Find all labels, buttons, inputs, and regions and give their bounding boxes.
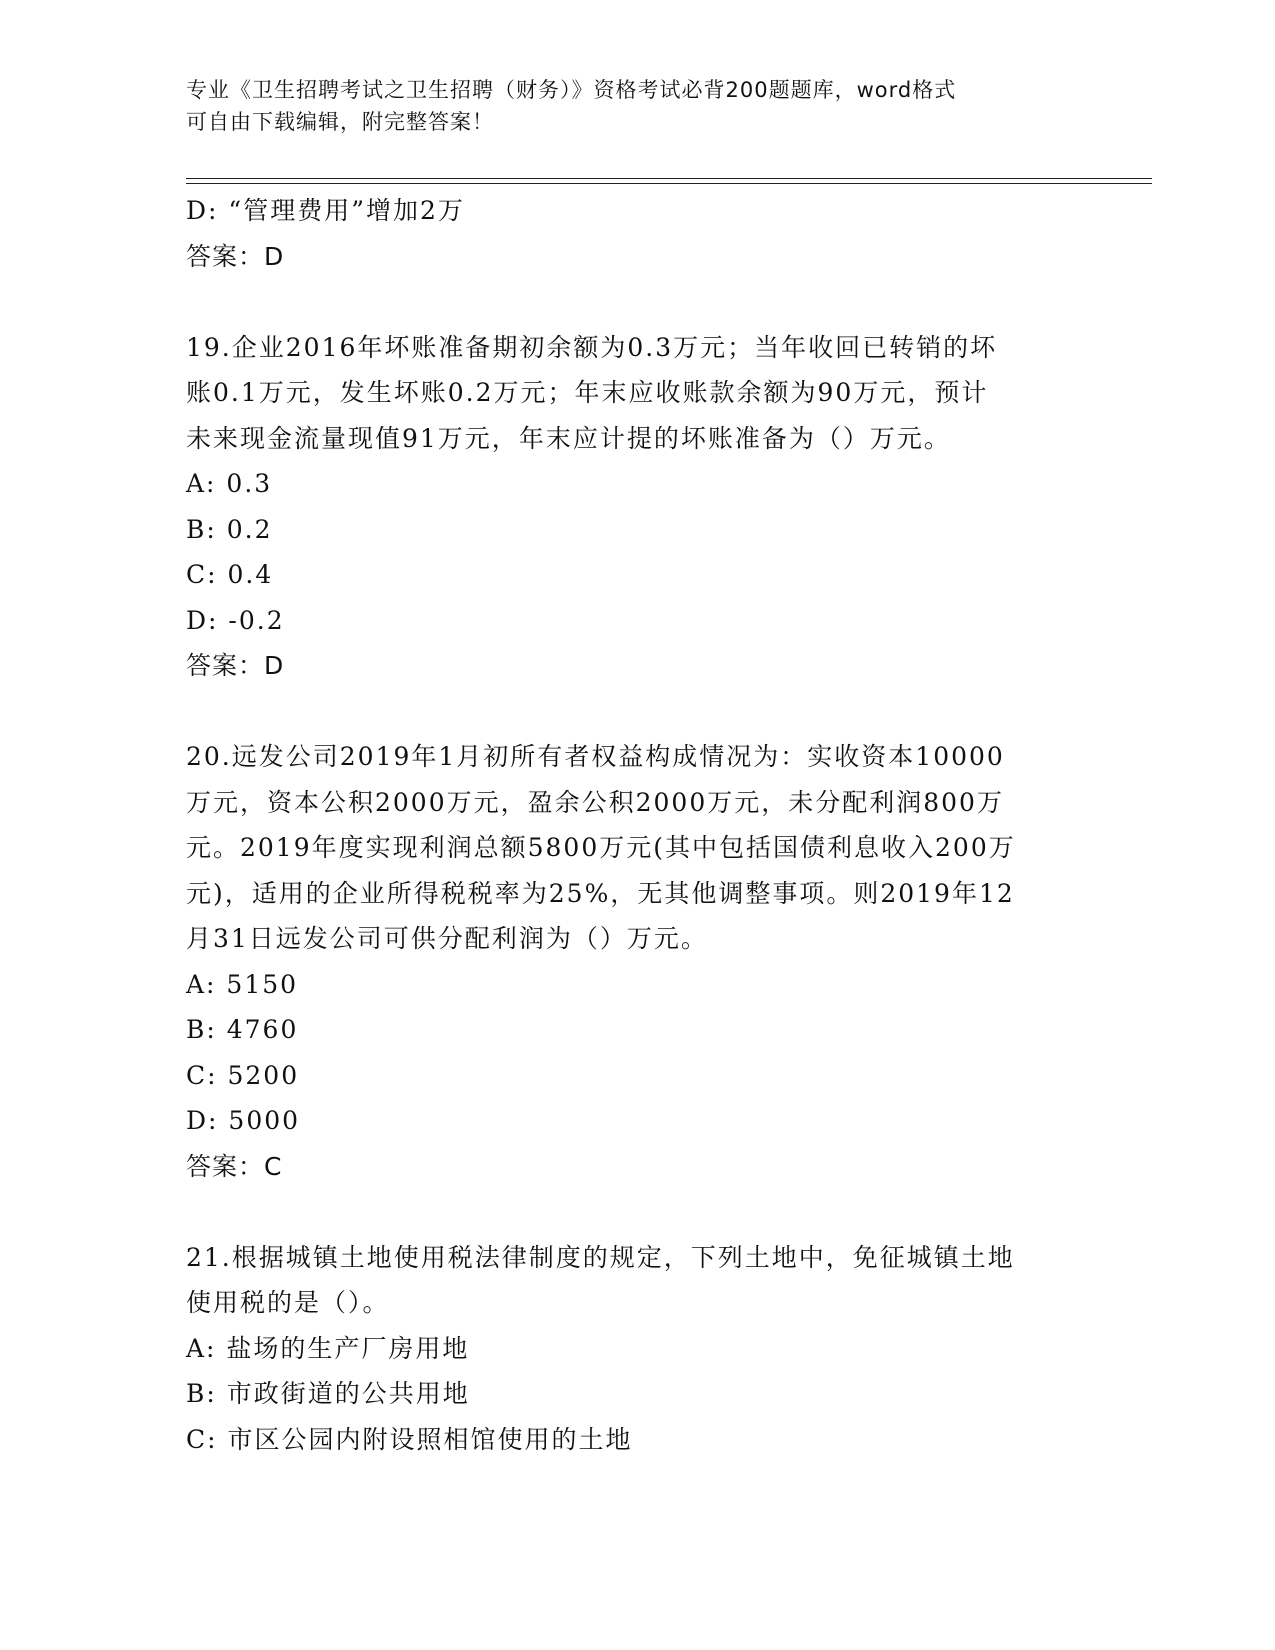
option-d: D: “管理费用”增加2万 [186, 196, 465, 225]
stem-line: 元)，适用的企业所得税税率为25%，无其他调整事项。则2019年12 [186, 878, 1015, 908]
stem-line: 使用税的是（）。 [186, 1288, 390, 1317]
document-body [186, 188, 1066, 1462]
option-b: B: 4760 [186, 1015, 299, 1044]
stem-line: 元。2019年度实现利润总额5800万元(其中包括国债利息收入200万 [186, 833, 1016, 862]
question-stem [186, 1235, 1066, 1326]
option-c: C: 市区公园内附设照相馆使用的土地 [186, 1424, 633, 1454]
option-b: B: 0.2 [186, 514, 273, 544]
option-a: A: 0.3 [186, 469, 273, 498]
stem-line: 19.企业2016年坏账准备期初余额为0.3万元；当年收回已转销的坏 [186, 332, 998, 362]
option-d: D: -0.2 [186, 605, 285, 635]
stem-line: 20.远发公司2019年1月初所有者权益构成情况为：实收资本10000 [186, 742, 1005, 771]
previous-question-tail [186, 188, 1066, 279]
header-line-2: 可自由下载编辑，附完整答案！ [186, 110, 494, 134]
answer: 答案：C [186, 1151, 283, 1181]
stem-line: 万元，资本公积2000万元，盈余公积2000万元，未分配利润800万 [186, 787, 1004, 817]
question-20 [186, 734, 1066, 1189]
question-stem [186, 325, 1066, 462]
stem-line: 未来现金流量现值91万元，年末应计提的坏账准备为（）万元。 [186, 423, 951, 453]
option-d: D: 5000 [186, 1106, 301, 1135]
stem-line: 21.根据城镇土地使用税法律制度的规定，下列土地中，免征城镇土地 [186, 1242, 1015, 1272]
question-21 [186, 1235, 1066, 1463]
answer: 答案：D [186, 241, 285, 271]
header-line-1: 专业《卫生招聘考试之卫生招聘（财务）》资格考试必背200题题库，word格式 [186, 78, 957, 102]
stem-line: 月31日远发公司可供分配利润为（）万元。 [186, 924, 708, 953]
document-header [186, 74, 1066, 138]
question-stem [186, 734, 1066, 962]
question-19 [186, 325, 1066, 689]
option-a: A: 5150 [186, 969, 299, 999]
option-c: C: 5200 [186, 1060, 300, 1090]
option-b: B: 市政街道的公共用地 [186, 1379, 470, 1408]
answer: 答案：D [186, 651, 285, 680]
option-c: C: 0.4 [186, 560, 274, 589]
option-a: A: 盐场的生产厂房用地 [186, 1333, 470, 1363]
header-divider-bottom [186, 183, 1152, 184]
header-divider-top [186, 178, 1152, 179]
stem-line: 账0.1万元，发生坏账0.2万元；年末应收账款余额为90万元，预计 [186, 378, 989, 407]
